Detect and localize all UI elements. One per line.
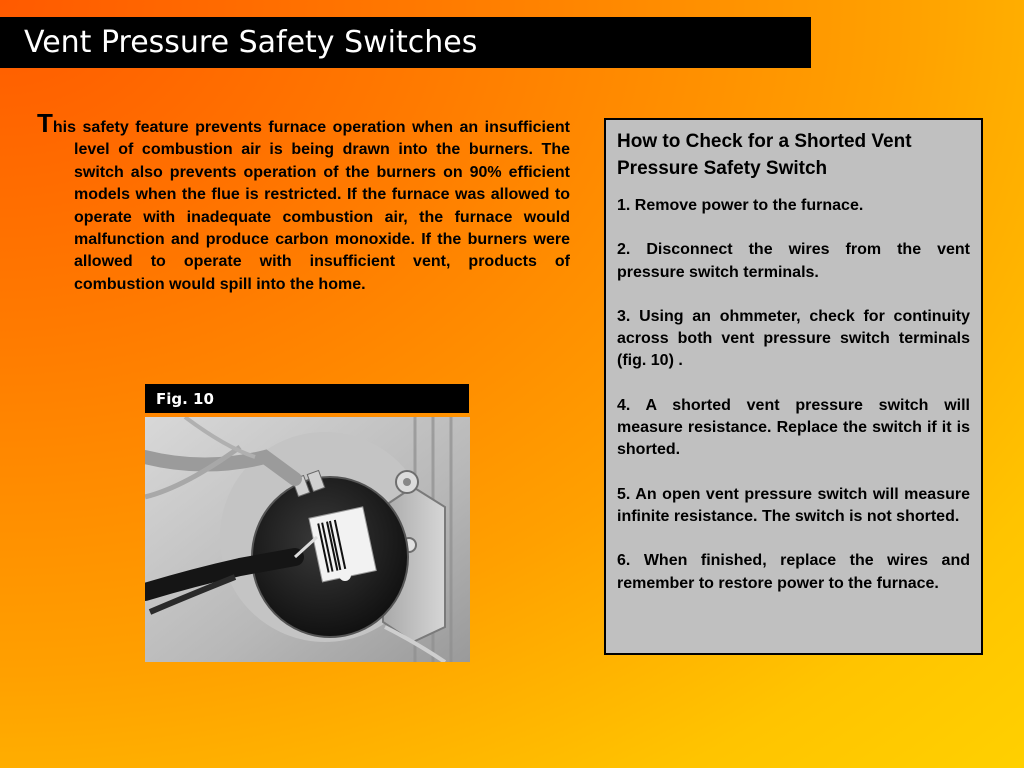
pressure-switch-photo	[145, 417, 470, 662]
check-step-1: 1. Remove power to the furnace.	[617, 197, 864, 214]
check-step-6: 6. When finished, replace the wires and remember to restore power to the furnace.	[617, 552, 970, 592]
figure-caption-bar	[145, 384, 469, 413]
intro-paragraph	[37, 108, 570, 296]
intro-text: his safety feature prevents furnace operation when an insufficient level of combustion air is being drawn into the burners. The switch also prevents operation of the burners on 90% efficient models when the flue is restricted. If the furnace was allowed to operate with inadequate combustion air, the furnace would malfunction and produce carbon monoxide. If the burners were allowed to operate with insufficient vent, products of combustion would spill into the home.	[52, 119, 570, 293]
check-step-2: 2. Disconnect the wires from the vent pressure switch terminals.	[617, 241, 970, 281]
slide-title: Vent Pressure Safety Switches	[24, 25, 478, 60]
intro-dropcap: T	[37, 108, 53, 138]
figure-label: Fig. 10	[156, 390, 214, 408]
title-bar	[0, 17, 811, 68]
check-heading: How to Check for a Shorted Vent Pressure Safety Switch	[617, 131, 912, 179]
check-step-4: 4. A shorted vent pressure switch will measure resistance. Replace the switch if it is shorted.	[617, 396, 970, 459]
check-procedure-box	[604, 118, 983, 655]
check-step-3: 3. Using an ohmmeter, check for continuity across both vent pressure switch terminals (fig. 10) .	[617, 307, 970, 370]
check-step-5: 5. An open vent pressure switch will measure infinite resistance. The switch is not shorted.	[617, 485, 970, 525]
